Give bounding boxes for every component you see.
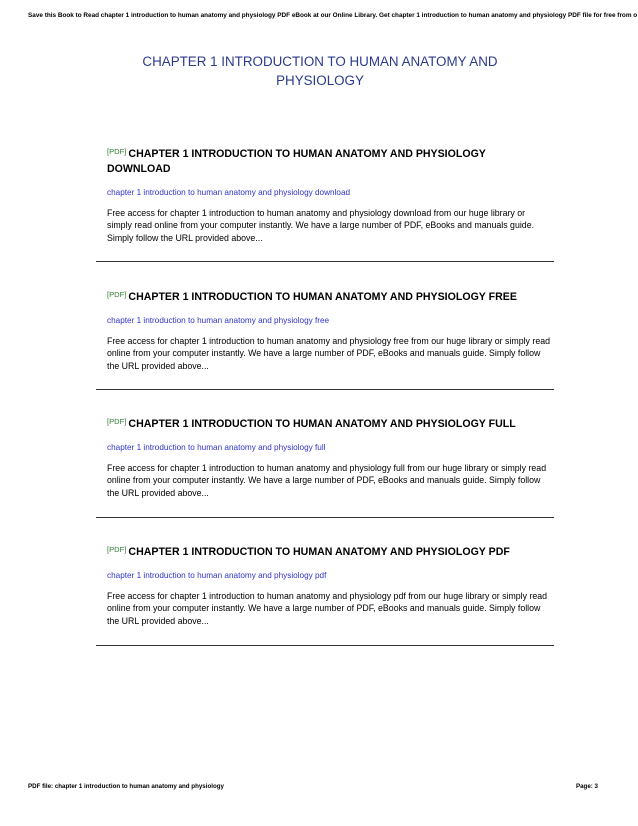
result-section-free bbox=[107, 290, 550, 372]
footer-page-number: Page: 3 bbox=[575, 783, 598, 790]
result-section-pdf bbox=[107, 545, 547, 627]
section-link[interactable]: chapter 1 introduction to human anatomy and physiology pdf bbox=[107, 571, 327, 580]
section-heading bbox=[107, 290, 547, 305]
footer-file-label: PDF file: chapter 1 introduction to human anatomy and physiology bbox=[28, 783, 224, 790]
section-heading bbox=[107, 545, 547, 560]
page-title-line-1: CHAPTER 1 INTRODUCTION TO HUMAN ANATOMY AND bbox=[142, 54, 498, 69]
section-link[interactable]: chapter 1 introduction to human anatomy and physiology download bbox=[107, 188, 351, 197]
top-banner: Save this Book to Read chapter 1 introduction to human anatomy and physiology PDF eBook at our Online Library. Get chapter 1 introduction to human anatomy and physiology PDF file for free from o bbox=[28, 12, 638, 19]
page-title bbox=[100, 52, 540, 90]
page-title-line-2: PHYSIOLOGY bbox=[276, 73, 364, 88]
section-divider bbox=[96, 261, 554, 262]
section-divider bbox=[96, 645, 554, 646]
result-section-download bbox=[107, 147, 547, 244]
section-heading-text: CHAPTER 1 INTRODUCTION TO HUMAN ANATOMY AND PHYSIOLOGY FULL bbox=[128, 418, 516, 430]
section-link[interactable]: chapter 1 introduction to human anatomy and physiology full bbox=[107, 443, 326, 452]
section-heading-text: CHAPTER 1 INTRODUCTION TO HUMAN ANATOMY AND PHYSIOLOGY DOWNLOAD bbox=[107, 148, 486, 175]
section-divider bbox=[96, 517, 554, 518]
pdf-tag: [PDF] bbox=[107, 290, 127, 299]
section-description: Free access for chapter 1 introduction to human anatomy and physiology pdf from our huge library or simply read online from your computer instantly. We have a large number of PDF, eBooks and manuals guide. Simply follow the URL provided above... bbox=[107, 591, 548, 626]
section-heading-text: CHAPTER 1 INTRODUCTION TO HUMAN ANATOMY AND PHYSIOLOGY PDF bbox=[128, 546, 510, 558]
section-description: Free access for chapter 1 introduction to human anatomy and physiology free from our huge library or simply read online from your computer instantly. We have a large number of PDF, eBooks and manuals guide. Simply follow the URL provided above... bbox=[107, 336, 550, 371]
pdf-tag: [PDF] bbox=[107, 147, 127, 156]
section-heading-text: CHAPTER 1 INTRODUCTION TO HUMAN ANATOMY AND PHYSIOLOGY FREE bbox=[128, 291, 517, 303]
section-description: Free access for chapter 1 introduction to human anatomy and physiology full from our huge library or simply read online from your computer instantly. We have a large number of PDF, eBooks and manuals guide. Simply follow the URL provided above... bbox=[107, 463, 547, 498]
section-heading bbox=[107, 417, 547, 432]
pdf-tag: [PDF] bbox=[107, 545, 127, 554]
section-description: Free access for chapter 1 introduction to human anatomy and physiology download from our huge library or simply read online from your computer instantly. We have a large number of PDF, eBooks and manuals guide. Simply follow the URL provided above... bbox=[107, 208, 535, 243]
section-heading bbox=[107, 147, 547, 177]
section-divider bbox=[96, 389, 554, 390]
section-link[interactable]: chapter 1 introduction to human anatomy and physiology free bbox=[107, 316, 330, 325]
result-section-full bbox=[107, 417, 547, 499]
pdf-tag: [PDF] bbox=[107, 417, 127, 426]
